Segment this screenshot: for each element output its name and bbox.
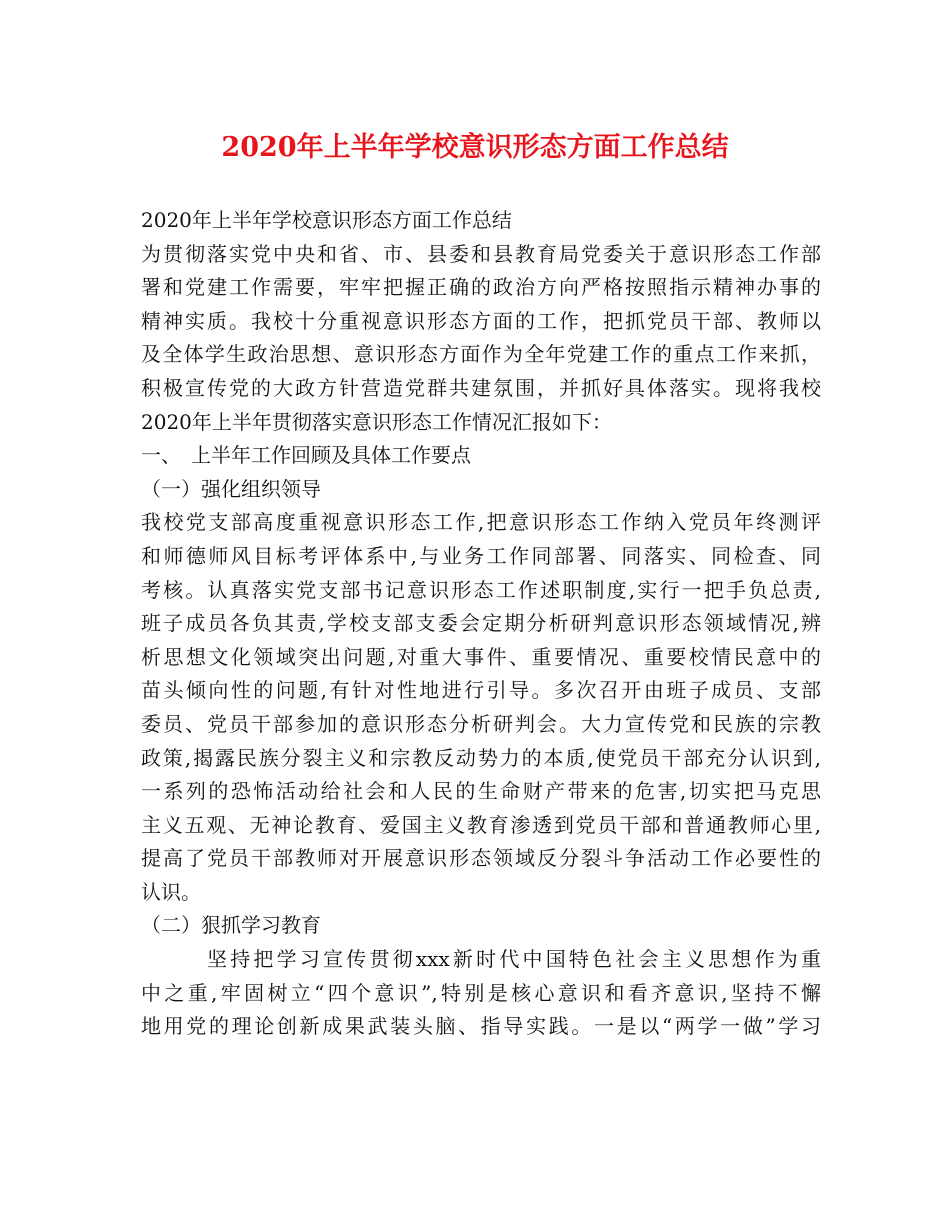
text-line: 提高了党员干部教师对开展意识形态领域反分裂斗争活动工作必要性的 bbox=[141, 846, 821, 871]
text-line: 署和党建工作需要，牢牢把握正确的政治方向严格按照指示精神办事的 bbox=[141, 275, 821, 300]
text-line: 一系列的恐怖活动给社会和人民的生命财产带来的危害,切实把马克思 bbox=[141, 779, 821, 804]
text-line: 政策,揭露民族分裂主义和宗教反动势力的本质,使党员干部充分认识到, bbox=[141, 745, 821, 770]
text-line: 及全体学生政治思想、意识形态方面作为全年党建工作的重点工作来抓， bbox=[141, 342, 821, 367]
text-line: 2020年上半年学校意识形态方面工作总结 bbox=[141, 208, 512, 232]
document-title: 2020年上半年学校意识形态方面工作总结 bbox=[221, 132, 729, 163]
text-line: 主义五观、无神论教育、爱国主义教育渗透到党员干部和普通教师心里, bbox=[141, 812, 821, 837]
text-line: 坚持把学习宣传贯彻xxx新时代中国特色社会主义思想作为重 bbox=[207, 947, 821, 972]
text-line: 和师德师风目标考评体系中,与业务工作同部署、同落实、同检查、同 bbox=[141, 543, 821, 568]
document-body bbox=[141, 204, 821, 1044]
text-line: 中之重,牢固树立“四个意识”,特别是核心意识和看齐意识,坚持不懈 bbox=[141, 980, 821, 1005]
text-line: 班子成员各负其责,学校支部支委会定期分析研判意识形态领域情况,辨 bbox=[141, 611, 821, 636]
text-line: 委员、党员干部参加的意识形态分析研判会。大力宣传党和民族的宗教 bbox=[141, 711, 821, 736]
text-line: 2020年上半年贯彻落实意识形态工作情况汇报如下： bbox=[141, 409, 612, 434]
text-line: 认识。 bbox=[141, 879, 201, 904]
text-line: 析思想文化领域突出问题,对重大事件、重要情况、重要校情民意中的 bbox=[141, 644, 821, 669]
text-line: 为贯彻落实党中央和省、市、县委和县教育局党委关于意识形态工作部 bbox=[141, 241, 821, 266]
section-heading: 一、 上半年工作回顾及具体工作要点 bbox=[141, 443, 471, 468]
text-line: 苗头倾向性的问题,有针对性地进行引导。多次召开由班子成员、支部 bbox=[141, 678, 821, 703]
subsection-heading: （二）狠抓学习教育 bbox=[141, 913, 321, 938]
text-line: 精神实质。我校十分重视意识形态方面的工作，把抓党员干部、教师以 bbox=[141, 308, 821, 333]
text-line: 积极宣传党的大政方针营造党群共建氛围，并抓好具体落实。现将我校 bbox=[141, 375, 821, 400]
text-line: 地用党的理论创新成果武装头脑、指导实践。一是以“两学一做”学习 bbox=[141, 1014, 821, 1039]
subsection-heading: （一）强化组织领导 bbox=[141, 476, 321, 501]
text-line: 考核。认真落实党支部书记意识形态工作述职制度,实行一把手负总责, bbox=[141, 577, 821, 602]
text-line: 我校党支部高度重视意识形态工作,把意识形态工作纳入党员年终测评 bbox=[141, 510, 821, 535]
